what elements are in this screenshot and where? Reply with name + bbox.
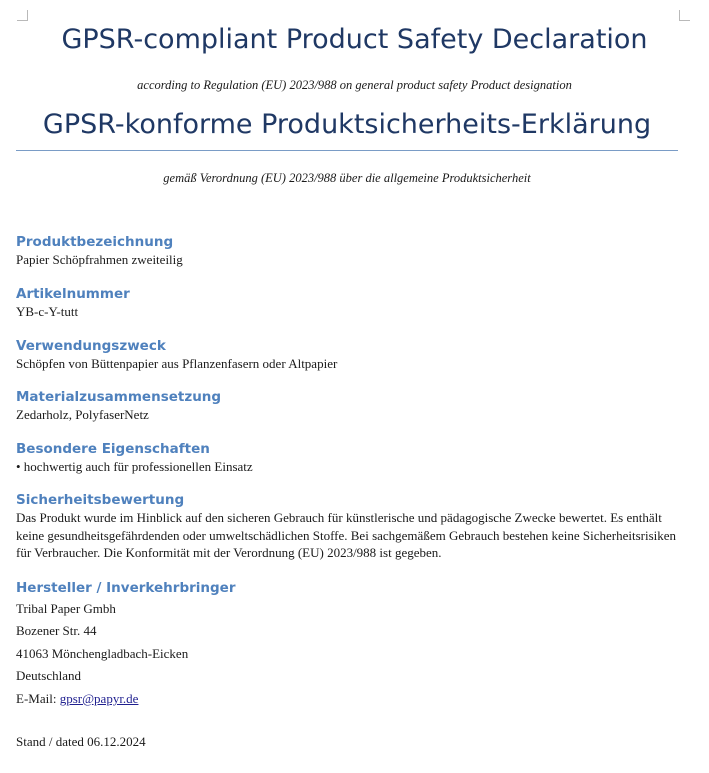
manufacturer-country: Deutschland [16,668,81,683]
section-value: YB-c-Y-tutt [16,304,79,319]
section-product [16,233,686,268]
title-english: GPSR-compliant Product Safety Declaration [61,24,648,55]
section-features [16,440,686,475]
section-heading: Hersteller / Inverkehrbringer [16,580,236,596]
section-safety [16,491,686,562]
section-heading: Besondere Eigenschaften [16,441,210,457]
manufacturer-email-line [16,690,138,707]
section-material [16,388,686,423]
section-heading: Sicherheitsbewertung [16,492,185,508]
section-heading: Materialzusammensetzung [16,389,222,405]
section-heading: Produktbezeichnung [16,234,174,250]
manufacturer-city: 41063 Mönchengladbach-Eicken [16,646,189,661]
email-label: E-Mail: [16,691,57,706]
section-heading: Artikelnummer [16,286,130,302]
section-value: • hochwertig auch für professionellen Einsatz [16,459,253,474]
section-article-number [16,285,686,320]
manufacturer-street: Bozener Str. 44 [16,623,97,638]
section-value: Schöpfen von Büttenpapier aus Pflanzenfasern oder Altpapier [16,356,338,371]
section-value: Zedarholz, PolyfaserNetz [16,407,149,422]
section-manufacturer [16,579,686,597]
section-purpose [16,337,686,372]
crop-mark-top-left [17,10,28,21]
section-paragraph: Das Produkt wurde im Hinblick auf den sicheren Gebrauch für künstlerische und pädagogische Zwecke bewertet. Es enthält keine gesundheitsgefährdenden oder umweltschädlichen Stoffe. Bei sachgemäßem Gebrauch bestehen keine Sicherheitsrisiken für Verbraucher. Die Konformität mit der Verordnung (EU) 2023/988 ist gegeben. [16,510,677,560]
section-value: Papier Schöpfrahmen zweiteilig [16,252,183,267]
title-german: GPSR-konforme Produktsicherheits-Erklärung [42,109,652,140]
manufacturer-company: Tribal Paper Gmbh [16,601,116,616]
title-divider [16,150,678,151]
crop-mark-top-right [679,10,690,21]
section-heading: Verwendungszweck [16,338,166,354]
document-date: Stand / dated 06.12.2024 [16,734,146,749]
subtitle-german: gemäß Verordnung (EU) 2023/988 über die allgemeine Produktsicherheit [163,171,531,185]
subtitle-english: according to Regulation (EU) 2023/988 on general product safety Product designation [137,78,572,92]
email-link[interactable]: gpsr@papyr.de [59,691,139,706]
